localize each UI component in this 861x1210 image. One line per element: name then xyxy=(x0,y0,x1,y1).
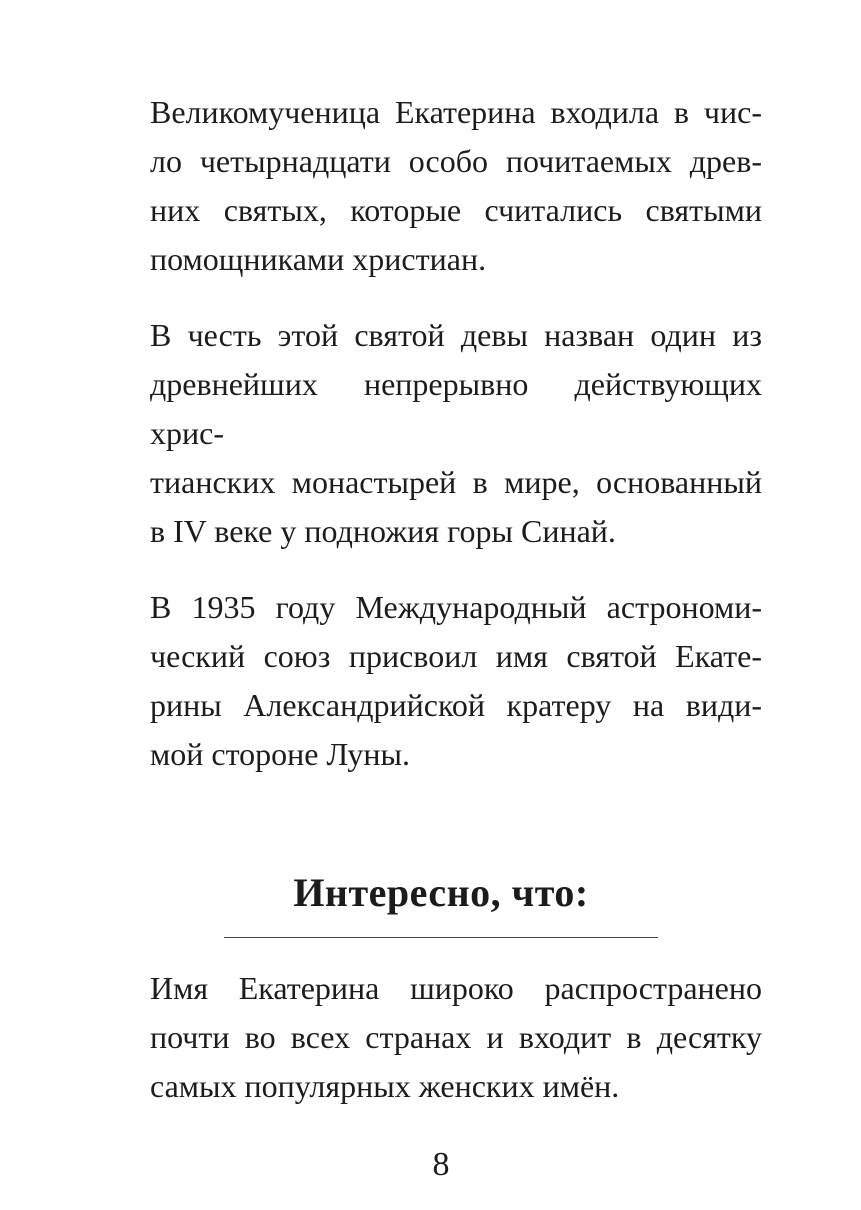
bullet-marker xyxy=(120,88,150,284)
fact-item xyxy=(120,964,762,1111)
heading-divider xyxy=(224,937,658,938)
facts-list-bottom xyxy=(120,964,762,1111)
fact-line: Имя Екатерина широко распространено xyxy=(150,970,762,1006)
fact-line: ческий союз присвоил имя святой Екате- xyxy=(150,638,762,674)
fact-line: рины Александрийской кратеру на види- xyxy=(150,687,762,723)
fact-line: Великомученица Екатерина входила в чис- xyxy=(150,94,762,130)
fact-line: тианских монастырей в мире, основанный xyxy=(150,464,762,500)
page-number: 8 xyxy=(432,1146,450,1183)
fact-text xyxy=(150,583,762,779)
fact-line: мой стороне Луны. xyxy=(150,736,410,772)
bullet-marker xyxy=(120,583,150,779)
fact-item xyxy=(120,88,762,284)
fact-line: самых популярных женских имён. xyxy=(150,1068,620,1104)
fact-line: ло четырнадцати особо почитаемых древ- xyxy=(150,143,762,179)
fact-text xyxy=(150,311,762,556)
fact-line: в IV веке у подножия горы Синай. xyxy=(150,513,616,549)
bullet-marker xyxy=(120,964,150,1111)
fact-text xyxy=(150,88,762,284)
fact-text xyxy=(150,964,762,1111)
fact-line: них святых, которые считались святыми xyxy=(150,192,762,228)
section-heading: Интересно, что: xyxy=(293,870,589,915)
fact-line: древнейших непрерывно действующих хрис- xyxy=(150,366,762,451)
fact-item xyxy=(120,583,762,779)
fact-line: помощниками христиан. xyxy=(150,241,487,277)
fact-item xyxy=(120,311,762,556)
facts-list-top xyxy=(120,88,762,779)
fact-line: почти во всех странах и входит в десятку xyxy=(150,1019,762,1055)
bullet-marker xyxy=(120,311,150,556)
fact-line: В 1935 году Международный астрономи- xyxy=(150,589,762,625)
fact-line: В честь этой святой девы назван один из xyxy=(150,317,762,353)
